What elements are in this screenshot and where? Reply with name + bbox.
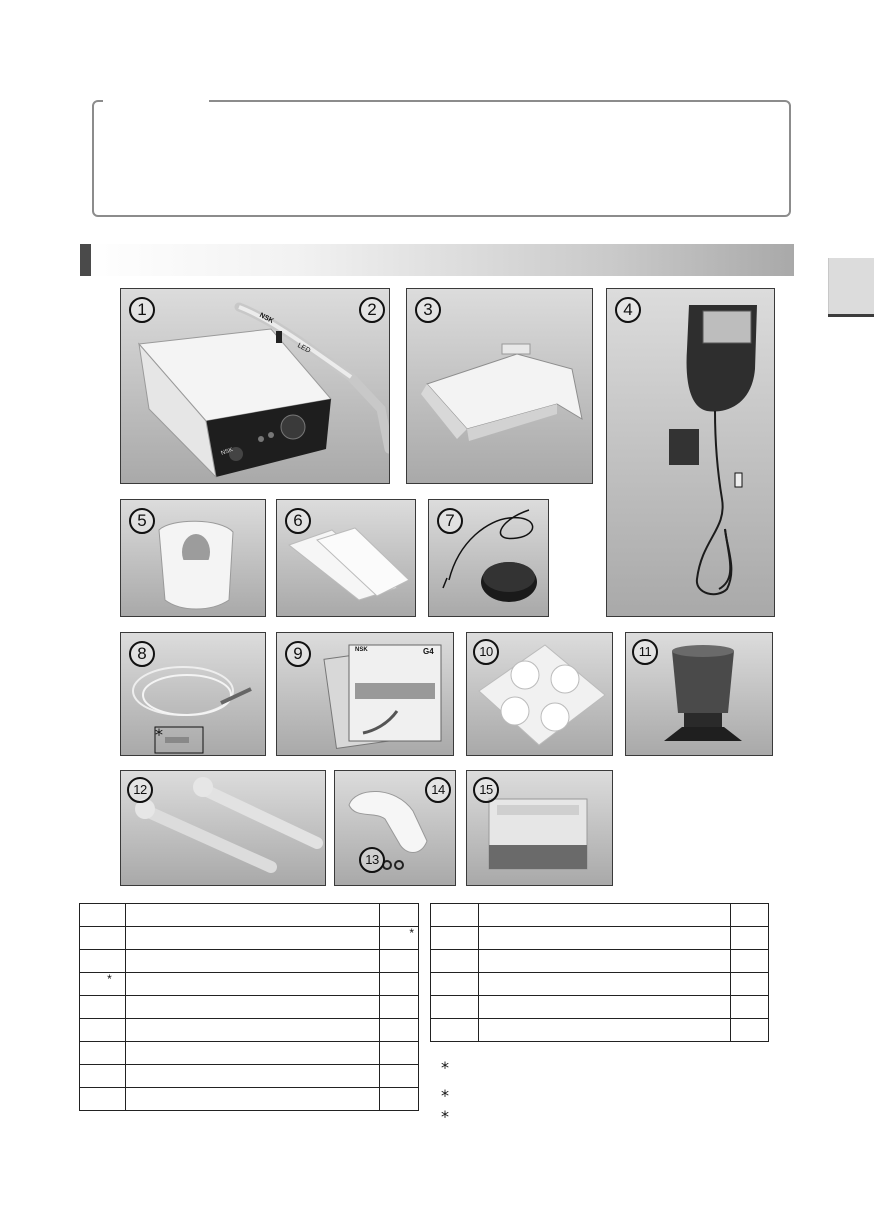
table-cell: [478, 973, 730, 996]
table-row: [80, 973, 419, 996]
photo-panel-foot-switch: [428, 499, 549, 617]
item-number-2: 2: [359, 297, 385, 323]
table-row: [80, 996, 419, 1019]
photo-panel-sheets: [276, 499, 416, 617]
parts-table-left: [79, 903, 419, 1111]
table-cell: [125, 1088, 379, 1111]
table-cell: [125, 904, 379, 927]
table-cell: [731, 950, 769, 973]
item-number-13: 13: [359, 847, 385, 873]
item-number-9: 9: [285, 641, 311, 667]
photo-panel-control-unit: [120, 288, 390, 484]
table-cell: [478, 1019, 730, 1042]
chapter-side-tab-underline: [828, 314, 874, 317]
photo-panel-stand: [406, 288, 593, 484]
table-cell: [80, 996, 126, 1019]
table-cell: [125, 927, 379, 950]
table-cell-asterisk: *: [80, 973, 126, 996]
table-cell: [431, 904, 479, 927]
table-cell: [380, 904, 419, 927]
item-number-11: 11: [632, 639, 658, 665]
table-cell: [431, 927, 479, 950]
table-cell: [80, 1019, 126, 1042]
table-cell: [731, 973, 769, 996]
table-row: [431, 996, 769, 1019]
table-cell: [731, 927, 769, 950]
item-number-5: 5: [129, 508, 155, 534]
table-cell: [380, 1019, 419, 1042]
handpiece-led-label: LED: [296, 342, 312, 355]
table-cell: [380, 1042, 419, 1065]
table-cell: [731, 996, 769, 1019]
table-row: [431, 927, 769, 950]
item-number-4: 4: [615, 297, 641, 323]
table-cell: [380, 973, 419, 996]
table-cell: [431, 996, 479, 1019]
ac-adapter-photo: [607, 289, 775, 617]
table-cell: [478, 927, 730, 950]
table-row: [80, 1042, 419, 1065]
table-cell: [380, 950, 419, 973]
control-unit-brand: NSK: [220, 447, 234, 457]
table-cell: [80, 950, 126, 973]
photo-panel-ac-adapter: [606, 288, 775, 617]
table-cell: [80, 1042, 126, 1065]
tip-pack-code: G4: [423, 647, 434, 656]
table-row: [80, 950, 419, 973]
item-number-1: 1: [129, 297, 155, 323]
section-heading-bar: [80, 244, 794, 276]
section-heading-marker: [80, 244, 91, 276]
photo-panel-tray: [466, 770, 613, 886]
table-cell: [380, 1088, 419, 1111]
notice-frame: [92, 100, 791, 217]
table-cell: [80, 1065, 126, 1088]
item-number-6: 6: [285, 508, 311, 534]
table-row: [431, 950, 769, 973]
item-number-14: 14: [425, 777, 451, 803]
table-cell: [431, 1019, 479, 1042]
table-cell: [478, 996, 730, 1019]
photo-panel-holder: [120, 499, 266, 617]
table-cell: [125, 950, 379, 973]
item-number-3: 3: [415, 297, 441, 323]
photo-panel-tubing: [120, 632, 266, 756]
chapter-side-tab: [828, 258, 874, 314]
table-row: [431, 904, 769, 927]
item-number-15: 15: [473, 777, 499, 803]
notice-frame-heading-gap: [103, 96, 209, 105]
table-row: [80, 1019, 419, 1042]
photo-panel-tip-packs: [276, 632, 454, 756]
table-cell: [80, 1088, 126, 1111]
table-cell: [380, 1065, 419, 1088]
photo-panel-cover: [334, 770, 456, 886]
table-row: [80, 927, 419, 950]
footnote-asterisk: *: [441, 1107, 449, 1126]
table-row: [80, 1065, 419, 1088]
table-row: [80, 904, 419, 927]
table-cell: [431, 973, 479, 996]
footnote-asterisk: *: [441, 1086, 449, 1105]
table-cell: [731, 904, 769, 927]
table-cell: [731, 1019, 769, 1042]
table-cell: [80, 904, 126, 927]
photo-panel-pads: [466, 632, 613, 756]
table-cell: [125, 1065, 379, 1088]
item-number-7: 7: [437, 508, 463, 534]
photo-panel-wrenches: [120, 770, 326, 886]
table-cell: [125, 1019, 379, 1042]
table-cell: [431, 950, 479, 973]
table-cell: [125, 1042, 379, 1065]
photo-panel-cup: [625, 632, 773, 756]
footnote-asterisk: *: [441, 1058, 449, 1077]
item-number-10: 10: [473, 639, 499, 665]
parts-table-right: [430, 903, 769, 1042]
handpiece-brand: NSK: [258, 311, 275, 326]
table-row: [431, 973, 769, 996]
table-cell: [125, 996, 379, 1019]
tip-pack-brand: NSK: [355, 647, 368, 653]
item-number-12: 12: [127, 777, 153, 803]
table-cell: [380, 996, 419, 1019]
control-unit-photo: [121, 289, 390, 484]
table-cell: [478, 904, 730, 927]
table-cell-asterisk: *: [380, 927, 419, 950]
table-row: [80, 1088, 419, 1111]
item-number-8: 8: [129, 641, 155, 667]
table-row: [431, 1019, 769, 1042]
tubing-asterisk: *: [155, 725, 163, 744]
table-cell: [80, 927, 126, 950]
table-cell: [478, 950, 730, 973]
table-cell: [125, 973, 379, 996]
